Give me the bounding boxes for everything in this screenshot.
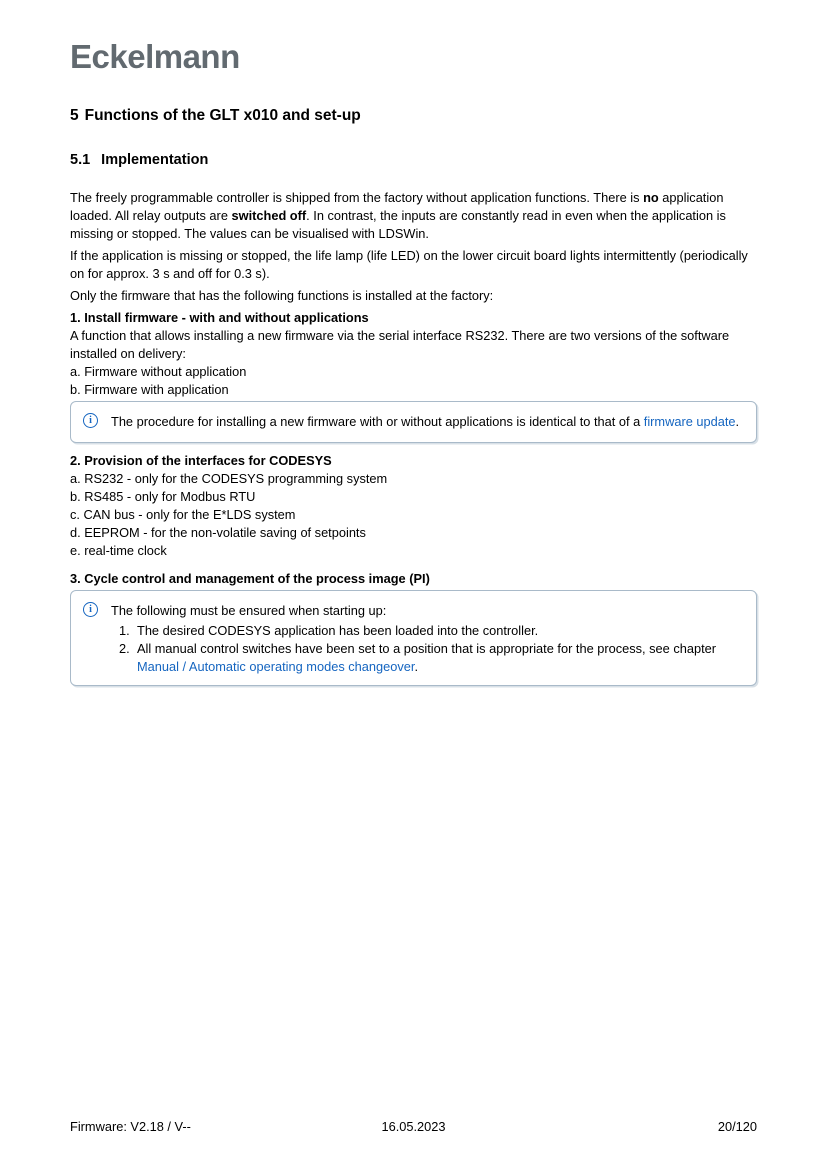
list-item xyxy=(119,640,742,676)
footer-page-number: 20/120 xyxy=(717,1119,757,1134)
list-item-number: 1. xyxy=(119,623,130,638)
list-item-text-segment: . xyxy=(414,659,419,674)
section-title: Implementation xyxy=(101,152,209,168)
list-item-number: 2. xyxy=(119,641,130,656)
paragraph-1-bold-no: no xyxy=(643,190,659,205)
info-note-text-segment: . xyxy=(735,414,740,429)
cycle-control-heading: 3. Cycle control and management of the process image (PI) xyxy=(70,571,430,586)
info-icon: i xyxy=(83,413,98,428)
chapter-number: 5 xyxy=(70,107,79,124)
list-item-text-segment: All manual control switches have been set to a position that is appropriate for the process, see chapter xyxy=(137,641,717,656)
info-icon: i xyxy=(83,602,98,617)
interfaces-item: b. RS485 - only for Modbus RTU xyxy=(70,489,256,504)
paragraph-1-text: The freely programmable controller is shipped from the factory without application functions. There is xyxy=(70,190,644,205)
info-note-text xyxy=(111,413,742,431)
interfaces-item: c. CAN bus - only for the E*LDS system xyxy=(70,507,296,522)
section-heading xyxy=(70,151,757,169)
section-number: 5.1 xyxy=(70,152,91,168)
list-item-text xyxy=(137,640,742,676)
footer-date: 16.05.2023 xyxy=(381,1119,446,1134)
section-install-firmware xyxy=(70,309,757,399)
list-item xyxy=(119,622,742,640)
paragraph-1-text: . In contrast, the inputs are constantly read in even when the application is missing or stopped. The values can be visualised with LDSWin. xyxy=(70,208,726,241)
paragraph-1-text: application loaded. All relay outputs are xyxy=(70,190,724,223)
install-firmware-item-b: b. Firmware with application xyxy=(70,382,229,397)
section-cycle-control xyxy=(70,570,757,588)
section-interfaces xyxy=(70,452,757,560)
interfaces-heading: 2. Provision of the interfaces for CODESYS xyxy=(70,453,332,468)
info-note-startup xyxy=(70,590,757,686)
paragraph-1 xyxy=(70,189,757,243)
footer-firmware-version: Firmware: V2.18 / V-- xyxy=(70,1119,191,1134)
info-note-text-segment: The procedure for installing a new firmware with or without applications is identical to that of a xyxy=(111,414,644,429)
chapter-title: Functions of the GLT x010 and set-up xyxy=(84,107,361,124)
chapter-heading xyxy=(70,106,757,125)
info-note-firmware-update xyxy=(70,401,757,443)
firmware-update-link[interactable]: firmware update xyxy=(643,414,736,429)
company-logo: Eckelmann xyxy=(70,38,240,75)
paragraph-1-bold-switched-off: switched off xyxy=(231,208,307,223)
install-firmware-item-a: a. Firmware without application xyxy=(70,364,247,379)
install-firmware-body: A function that allows installing a new firmware via the serial interface RS232. There are two versions of the software installed on delivery: xyxy=(70,328,730,361)
startup-checklist xyxy=(111,622,742,676)
interfaces-item: e. real-time clock xyxy=(70,543,167,558)
list-item-text: The desired CODESYS application has been loaded into the controller. xyxy=(137,623,539,638)
operating-modes-link[interactable]: Manual / Automatic operating modes changeover xyxy=(137,659,415,674)
interfaces-item: a. RS232 - only for the CODESYS programming system xyxy=(70,471,388,486)
install-firmware-heading: 1. Install firmware - with and without applications xyxy=(70,310,369,325)
paragraph-2: If the application is missing or stopped, the life lamp (life LED) on the lower circuit board lights intermittently (periodically on for approx. 3 s and off for 0.3 s). xyxy=(70,248,748,281)
interfaces-item: d. EEPROM - for the non-volatile saving of setpoints xyxy=(70,525,366,540)
startup-note-intro: The following must be ensured when starting up: xyxy=(111,603,387,618)
paragraph-3: Only the firmware that has the following functions is installed at the factory: xyxy=(70,288,494,303)
page-footer xyxy=(70,1119,757,1135)
